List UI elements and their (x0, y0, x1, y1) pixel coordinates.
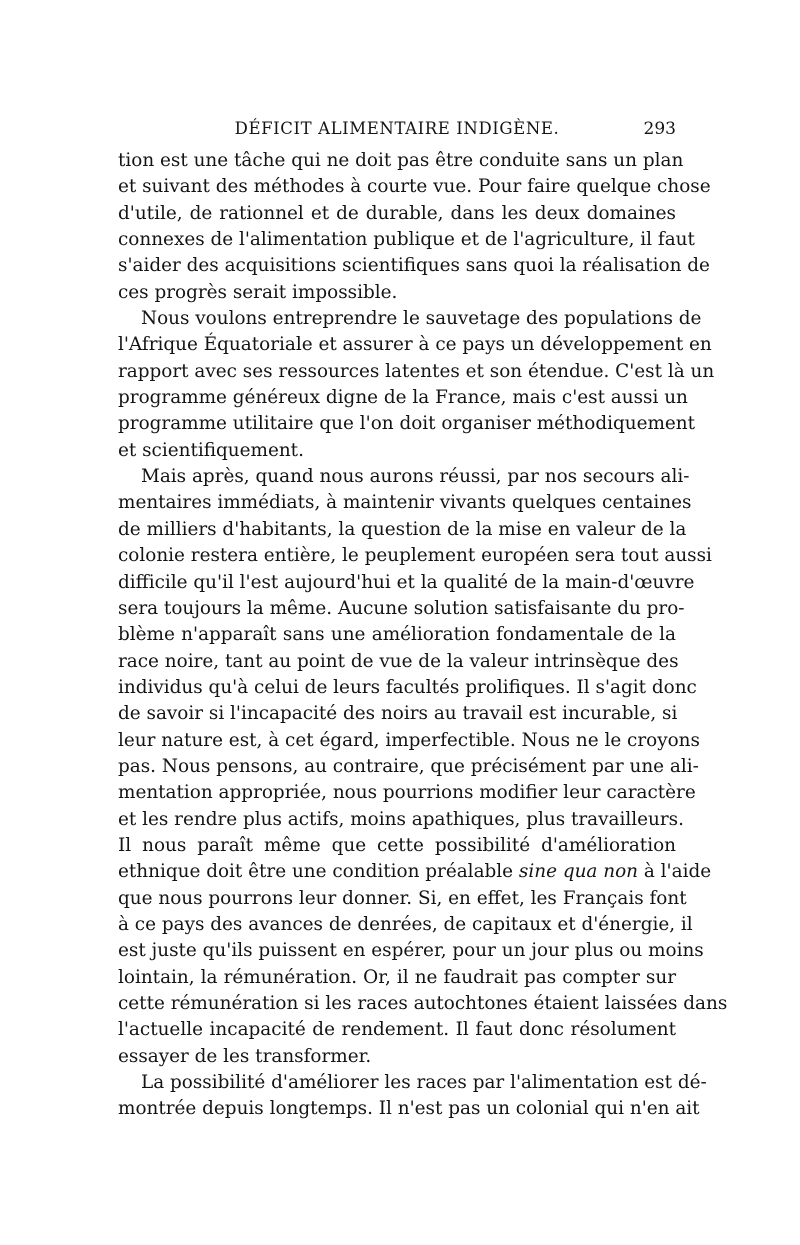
text-line: sera toujours la même. Aucune solution satisfaisante du pro- (118, 597, 685, 619)
text-line: individus qu'à celui de leurs facultés prolifiques. Il s'agit donc (118, 676, 697, 698)
text-line: Il nous paraît même que cette possibilité d'amélioration (118, 834, 676, 856)
text-line: mentation appropriée, nous pourrions modifier leur caractère (118, 782, 696, 804)
text-line: de savoir si l'incapacité des noirs au travail est incurable, si (118, 703, 678, 725)
text-line: programme utilitaire que l'on doit organiser méthodiquement (118, 413, 696, 435)
italic-line-before: ethnique doit être une condition préalable (118, 861, 519, 883)
text-line: l'actuelle incapacité de rendement. Il faut donc résolument (118, 1019, 676, 1041)
text-line: mentaires immédiats, à maintenir vivants quelques centaines (118, 492, 692, 514)
paragraph-first-line: Mais après, quand nous aurons réussi, par nos secours ali- (141, 466, 690, 488)
text-line: essayer de les transformer. (118, 1045, 372, 1067)
text-line: race noire, tant au point de vue de la valeur intrinsèque des (118, 650, 679, 672)
italic-line-after: à l'aide (638, 861, 712, 883)
text-line: connexes de l'alimentation publique et de l'agriculture, il faut (118, 229, 695, 251)
text-line: montrée depuis longtemps. Il n'est pas un colonial qui n'en ait (118, 1098, 700, 1120)
text-line: l'Afrique Équatoriale et assurer à ce pays un développement en (118, 334, 712, 356)
text-line: ces progrès serait impossible. (118, 281, 398, 303)
latin-phrase: sine qua non (518, 861, 639, 883)
page-number: 293 (643, 119, 676, 139)
text-line: programme généreux digne de la France, mais c'est aussi un (118, 387, 688, 409)
text-line-with-italic (118, 859, 712, 885)
text-line: est juste qu'ils puissent en espérer, pour un jour plus ou moins (118, 940, 704, 962)
text-line: que nous pourrons leur donner. Si, en effet, les Français font (118, 887, 687, 909)
text-line: leur nature est, à cet égard, imperfectible. Nous ne le croyons (118, 729, 700, 751)
text-line: et suivant des méthodes à courte vue. Pour faire quelque chose (118, 176, 711, 198)
text-line: rapport avec ses ressources latentes et son étendue. C'est là un (118, 360, 715, 382)
paragraph-first-line: Nous voulons entreprendre le sauvetage des populations de (141, 308, 702, 330)
text-line: blème n'apparaît sans une amélioration fondamentale de la (118, 624, 676, 646)
text-line: lointain, la rémunération. Or, il ne faudrait pas compter sur (118, 966, 676, 988)
text-line: colonie restera entière, le peuplement européen sera tout aussi (118, 545, 712, 567)
text-line: et scientifiquement. (118, 439, 304, 461)
text-line: de milliers d'habitants, la question de la mise en valeur de la (118, 518, 687, 540)
text-line: s'aider des acquisitions scientifiques sans quoi la réalisation de (118, 255, 710, 277)
text-line: d'utile, de rationnel et de durable, dans les deux domaines (118, 202, 676, 224)
paragraph-first-line: La possibilité d'améliorer les races par l'alimentation est dé- (141, 1072, 707, 1094)
text-line: difficile qu'il l'est aujourd'hui et la qualité de la main-d'œuvre (118, 571, 695, 593)
text-line: tion est une tâche qui ne doit pas être conduite sans un plan (118, 150, 684, 171)
text-line: pas. Nous pensons, au contraire, que précisément par une ali- (118, 755, 699, 777)
running-title: DÉFICIT ALIMENTAIRE INDIGÈNE. (234, 119, 560, 138)
text-line: cette rémunération si les races autochtones étaient laissées dans (118, 993, 728, 1014)
running-head (118, 116, 676, 142)
body-text (118, 148, 728, 1123)
text-line: à ce pays des avances de denrées, de capitaux et d'énergie, il (118, 913, 693, 935)
text-line: et les rendre plus actifs, moins apathiques, plus travailleurs. (118, 808, 684, 830)
